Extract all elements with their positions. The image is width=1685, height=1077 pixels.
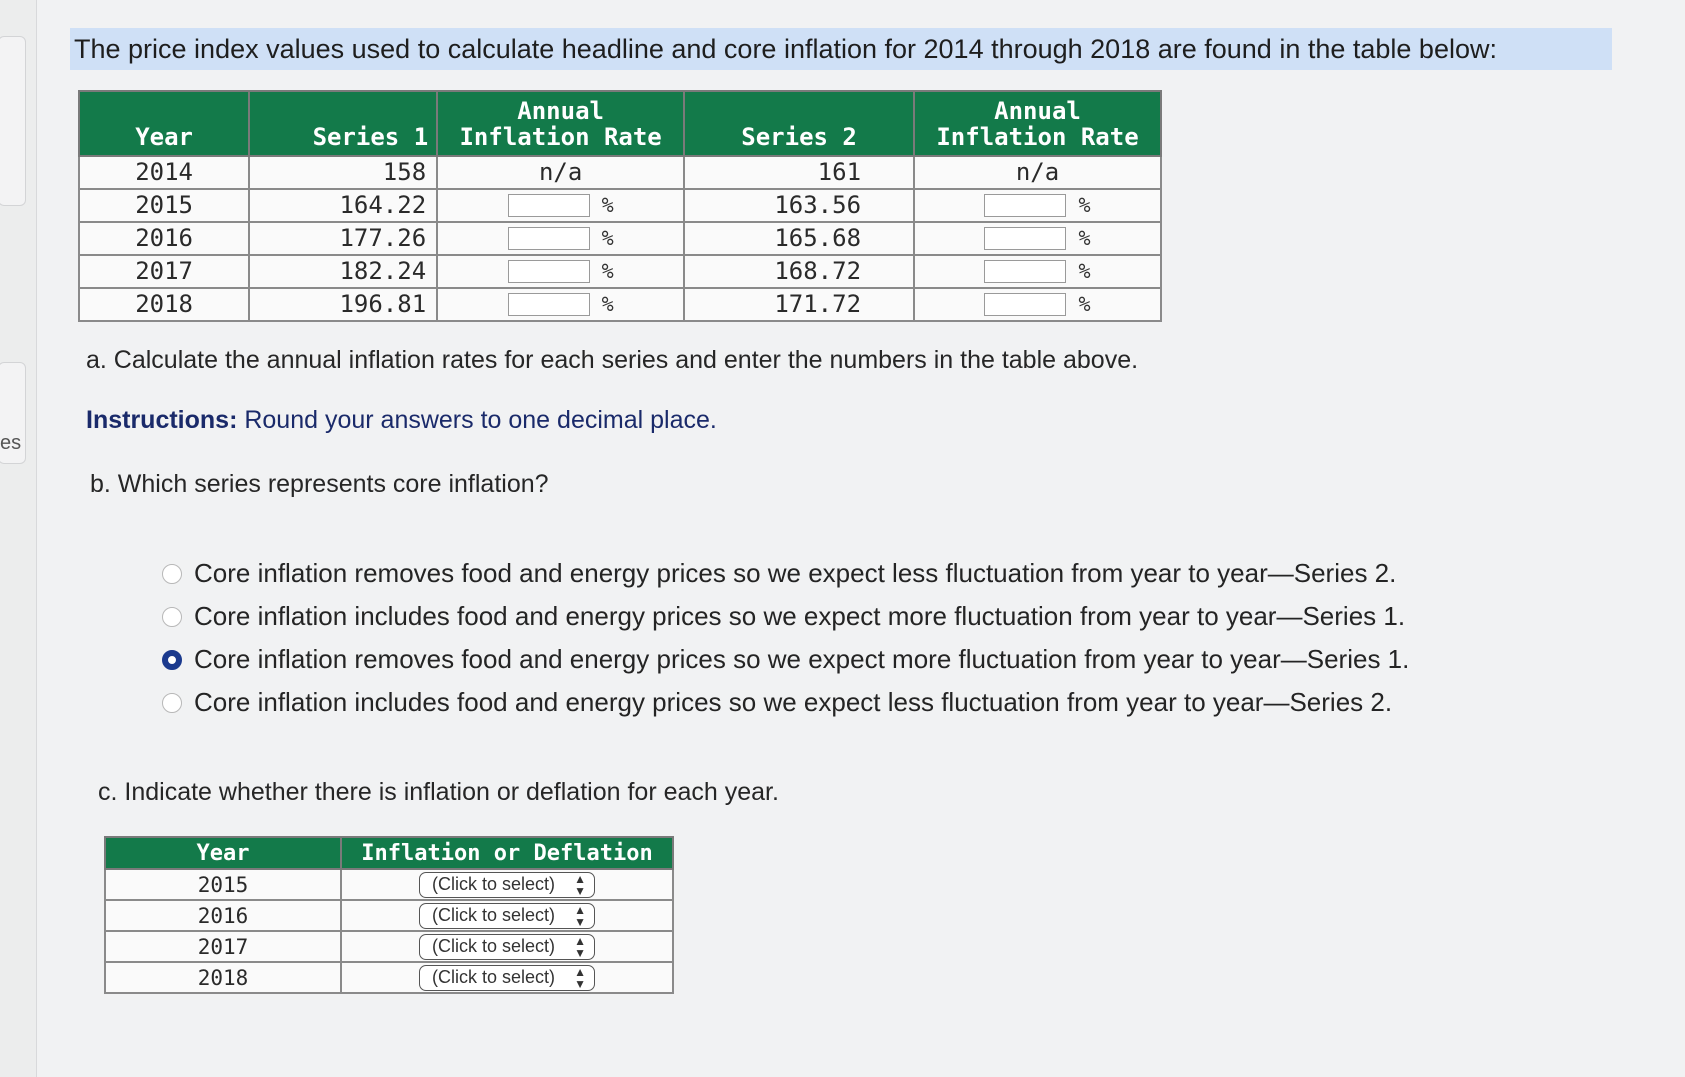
question-b: b. Which series represents core inflation? <box>90 470 549 498</box>
option-3[interactable] <box>162 638 1409 681</box>
up-down-caret-icon: ▲ ▼ <box>574 902 586 929</box>
status-select-2015[interactable] <box>419 872 595 898</box>
series-1-value: 182.24 <box>249 255 437 288</box>
year-cell: 2016 <box>79 222 249 255</box>
header-rate-1: Annual Inflation Rate <box>437 91 684 156</box>
instructions <box>86 406 717 435</box>
select-value: (Click to select) <box>432 905 556 926</box>
table-row <box>105 900 673 931</box>
series-2-value: 168.72 <box>684 255 914 288</box>
status-select-2017[interactable] <box>419 934 595 960</box>
year-cell: 2017 <box>79 255 249 288</box>
percent-sign: % <box>601 259 614 284</box>
percent-sign: % <box>601 226 614 251</box>
option-2[interactable] <box>162 595 1409 638</box>
header-inflation-or-deflation: Inflation or Deflation <box>341 837 673 869</box>
left-panel-edge <box>0 0 37 1077</box>
option-label: Core inflation removes food and energy prices so we expect more fluctuation from year to year—Series 1. <box>194 644 1410 674</box>
percent-sign: % <box>1078 193 1091 218</box>
series-2-value: 163.56 <box>684 189 914 222</box>
rate-2-input-2018[interactable] <box>984 293 1066 316</box>
option-label: Core inflation includes food and energy prices so we expect more fluctuation from year to year—Series 1. <box>194 601 1406 631</box>
rate-1-input-2017[interactable] <box>508 260 590 283</box>
instructions-text: Round your answers to one decimal place. <box>237 406 717 434</box>
radio-icon[interactable] <box>162 693 182 713</box>
radio-icon[interactable] <box>162 607 182 627</box>
select-value: (Click to select) <box>432 936 556 957</box>
year-cell: 2015 <box>105 869 341 900</box>
rate-2-input-2015[interactable] <box>984 194 1066 217</box>
percent-sign: % <box>1078 226 1091 251</box>
table-row <box>79 189 1161 222</box>
percent-sign: % <box>601 193 614 218</box>
radio-selected-icon[interactable] <box>162 650 182 670</box>
header-series-1: Series 1 <box>249 91 437 156</box>
up-down-caret-icon: ▲ ▼ <box>574 933 586 960</box>
table-row <box>79 255 1161 288</box>
option-1[interactable] <box>162 552 1409 595</box>
price-index-table <box>78 90 1162 322</box>
header-year: Year <box>79 91 249 156</box>
rate-1-input-2018[interactable] <box>508 293 590 316</box>
table-row <box>105 869 673 900</box>
option-label: Core inflation removes food and energy prices so we expect less fluctuation from year to year—Series 2. <box>194 558 1397 588</box>
left-panel-label: es <box>0 432 22 454</box>
rate-1-input-2015[interactable] <box>508 194 590 217</box>
series-2-value: 161 <box>684 156 914 189</box>
table-row <box>79 156 1161 189</box>
table-header-row <box>79 91 1161 156</box>
year-cell: 2015 <box>79 189 249 222</box>
year-cell: 2016 <box>105 900 341 931</box>
percent-sign: % <box>1078 259 1091 284</box>
table-row <box>79 222 1161 255</box>
select-value: (Click to select) <box>432 874 556 895</box>
question-a: a. Calculate the annual inflation rates for each series and enter the numbers in the table above. <box>86 346 1139 374</box>
status-select-2018[interactable] <box>419 965 595 991</box>
year-cell: 2014 <box>79 156 249 189</box>
percent-sign: % <box>1078 292 1091 317</box>
option-label: Core inflation includes food and energy prices so we expect less fluctuation from year to year—Series 2. <box>194 687 1393 717</box>
year-cell: 2017 <box>105 931 341 962</box>
radio-icon[interactable] <box>162 564 182 584</box>
year-cell: 2018 <box>105 962 341 993</box>
table-header-row <box>105 837 673 869</box>
table-row <box>105 962 673 993</box>
header-year: Year <box>105 837 341 869</box>
year-cell: 2018 <box>79 288 249 321</box>
series-2-value: 171.72 <box>684 288 914 321</box>
left-panel-card <box>0 36 26 206</box>
rate-1-na: n/a <box>437 156 684 189</box>
table-row <box>105 931 673 962</box>
inflation-deflation-table <box>104 836 674 994</box>
rate-2-input-2017[interactable] <box>984 260 1066 283</box>
header-rate-2: Annual Inflation Rate <box>914 91 1161 156</box>
rate-2-input-2016[interactable] <box>984 227 1066 250</box>
header-series-2: Series 2 <box>684 91 914 156</box>
select-value: (Click to select) <box>432 967 556 988</box>
option-4[interactable] <box>162 681 1409 724</box>
series-1-value: 196.81 <box>249 288 437 321</box>
question-c: c. Indicate whether there is inflation or deflation for each year. <box>98 778 779 806</box>
percent-sign: % <box>601 292 614 317</box>
series-1-value: 177.26 <box>249 222 437 255</box>
series-1-value: 164.22 <box>249 189 437 222</box>
core-inflation-options <box>162 552 1409 724</box>
problem-prompt: The price index values used to calculate headline and core inflation for 2014 through 2018 are found in the table below: <box>70 28 1612 70</box>
series-2-value: 165.68 <box>684 222 914 255</box>
rate-1-input-2016[interactable] <box>508 227 590 250</box>
up-down-caret-icon: ▲ ▼ <box>574 871 586 898</box>
up-down-caret-icon: ▲ ▼ <box>574 964 586 991</box>
table-row <box>79 288 1161 321</box>
rate-2-na: n/a <box>914 156 1161 189</box>
status-select-2016[interactable] <box>419 903 595 929</box>
series-1-value: 158 <box>249 156 437 189</box>
instructions-label: Instructions: <box>86 406 238 434</box>
